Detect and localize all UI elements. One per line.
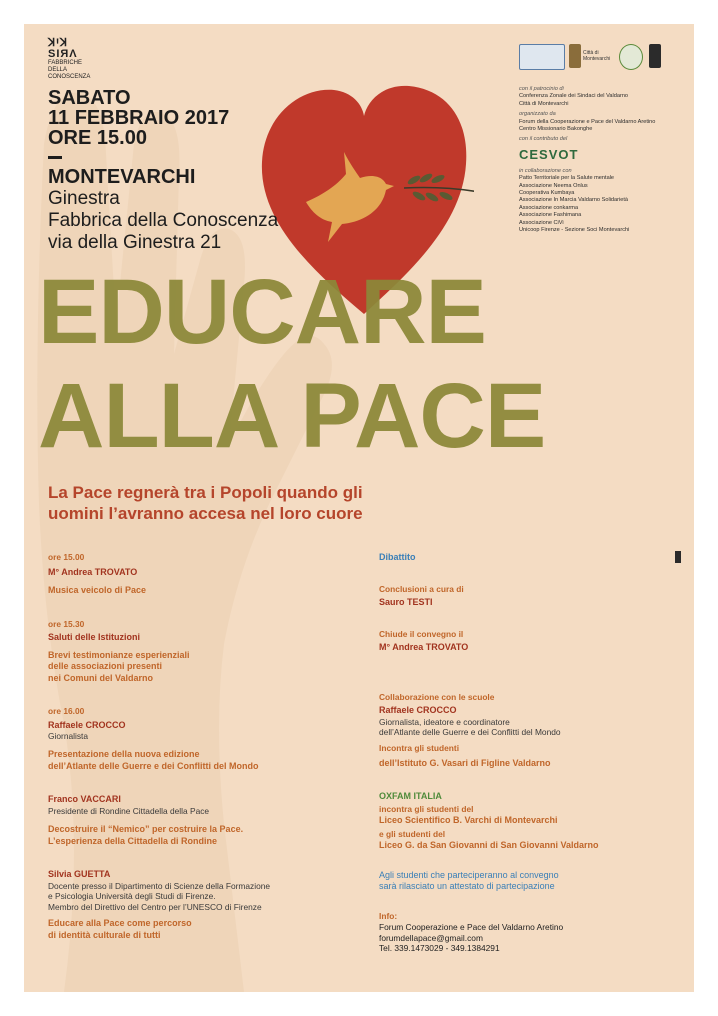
logo-line: DELLA <box>48 67 68 73</box>
program-time: ore 15.30 <box>48 618 85 629</box>
school-name: Liceo G. da San Giovanni di San Giovanni Valdarno <box>379 840 599 851</box>
scuole-caption: Collaborazione con le scuole <box>379 691 495 702</box>
event-datetime <box>48 88 229 148</box>
sponsor-line: Patto Territoriale per la Salute mentale <box>519 175 615 182</box>
event-time: ORE 15.00 <box>48 127 147 149</box>
sponsor-line: Associazione conkarma <box>519 204 579 211</box>
sponsor-line: Cooperativa Kumbaya <box>519 190 575 197</box>
speaker-role: Presidente di Rondine Cittadella della Pace <box>48 805 210 816</box>
dibattito-label: Dibattito <box>379 552 416 562</box>
speaker-name: Raffaele CROCCO <box>379 705 457 715</box>
logo-glyph: ꓘꞋꓘ SIЯΛ <box>48 37 78 60</box>
speaker-name: Franco VACCARI <box>48 794 121 805</box>
school-name: Liceo Scientifico B. Varchi di Montevarchi <box>379 815 558 826</box>
info-label: Info: <box>379 910 398 921</box>
event-day: SABATO <box>48 87 131 109</box>
oxfam-label: OXFAM ITALIA <box>379 791 442 802</box>
collaborazione-caption: in collaborazione con <box>519 167 572 174</box>
conclusioni-caption: Conclusioni a cura di <box>379 583 464 594</box>
info-email: forumdellapace@gmail.com <box>379 932 483 943</box>
montevarchi-crest-icon <box>569 44 581 68</box>
headline-line-2: ALLA PACE <box>38 365 546 467</box>
speaker-role: e Psicologia Università degli Studi di Firenze. <box>48 891 216 902</box>
venue-line: Ginestra <box>48 188 120 209</box>
program-time: ore 15.00 <box>48 552 85 562</box>
venue-line: via della Ginestra 21 <box>48 232 222 253</box>
event-city: MONTEVARCHI <box>48 166 196 188</box>
sponsor-line: Conferenza Zonale dei Sindaci del Valdarno <box>519 93 629 100</box>
info-phone: Tel. 339.1473029 - 349.1384291 <box>379 943 500 954</box>
poster <box>24 24 694 992</box>
incontra-caption: Incontra gli studenti <box>379 743 460 754</box>
tagline-line: uomini l’avranno accesa nel loro cuore <box>48 504 363 523</box>
sponsor-line: Associazione In Marcia Valdarno Solidarietà <box>519 197 629 204</box>
program-left <box>48 552 338 941</box>
sponsors-block <box>519 86 689 235</box>
oxfam-caption: e gli studenti del <box>379 828 446 839</box>
program-time: ore 16.00 <box>48 706 85 716</box>
headline-line-1: EDUCARE <box>38 261 486 363</box>
tagline <box>48 482 508 524</box>
sponsor-line: Associazione CiVi <box>519 219 564 226</box>
contributo-caption: con il contributo del <box>519 136 568 143</box>
speaker-name: M° Andrea TROVATO <box>48 566 138 577</box>
event-date: 11 FEBBRAIO 2017 <box>48 107 230 129</box>
logo-line: FABBRICHE <box>48 60 83 66</box>
talk-title: delle associazioni presenti <box>48 661 163 671</box>
speaker-name: Saluti delle Istituzioni <box>48 632 141 642</box>
logo-line: CONOSCENZA <box>48 74 91 80</box>
talk-title: Musica veicolo di Pace <box>48 585 147 595</box>
fabbriche-conoscenza-logo <box>48 38 98 81</box>
speaker-name: Sauro TESTI <box>379 597 433 607</box>
dark-emblem-logo <box>649 44 661 68</box>
info-line: Forum Cooperazione e Pace del Valdarno Aretino <box>379 922 564 933</box>
sponsor-line: Città di Montevarchi <box>519 100 569 107</box>
attestato-line: Agli studenti che parteciperanno al convegno <box>379 869 559 880</box>
school-name: dell’Istituto G. Vasari di Figline Valdarno <box>379 757 551 768</box>
tagline-line: La Pace regnerà tra i Popoli quando gli <box>48 483 363 502</box>
sponsor-line: Forum della Cooperazione e Pace del Valdarno Aretino <box>519 118 656 125</box>
sponsor-logos <box>519 44 669 70</box>
talk-title: di identità culturale di tutti <box>48 929 161 940</box>
speaker-name: Raffaele CROCCO <box>48 719 126 730</box>
oxfam-caption: incontra gli studenti del <box>379 803 474 814</box>
chiude-caption: Chiude il convegno il <box>379 628 464 639</box>
speaker-role: Giornalista, ideatore e coordinatore <box>379 716 510 727</box>
sponsor-line: Unicoop Firenze - Sezione Soci Montevarchi <box>519 227 630 234</box>
event-venue <box>48 188 278 254</box>
talk-title: Brevi testimonianze esperienziali <box>48 649 190 660</box>
speaker-role: Giornalista <box>48 731 89 741</box>
speaker-role: Membro del Direttivo del Centro per l’UNESCO di Firenze <box>48 901 262 912</box>
venue-line: Fabbrica della Conoscenza <box>48 210 279 231</box>
talk-title: Educare alla Pace come percorso <box>48 918 192 929</box>
montevarchi-logo-text: Città di Montevarchi <box>583 50 611 62</box>
talk-title: L’esperienza della Cittadella di Rondine <box>48 835 218 846</box>
speaker-role: Docente presso il Dipartimento di Scienze della Formazione <box>48 880 271 891</box>
organizzato-caption: organizzato da <box>519 111 556 118</box>
speaker-role: dell’Atlante delle Guerre e dei Conflitti del Mondo <box>379 726 561 737</box>
sponsor-line: Centro Missionario Bakonghe <box>519 126 593 133</box>
speaker-name: Silvia GUETTA <box>48 869 111 880</box>
talk-title: dell’Atlante delle Guerre e dei Conflitti del Mondo <box>48 760 259 771</box>
conferenza-sindaci-logo <box>519 44 565 70</box>
patrocinio-caption: con il patrocinio di <box>519 86 564 92</box>
attestato-line: sarà rilasciato un attestato di partecipazione <box>379 881 555 892</box>
sponsor-line: Associazione Fashimana <box>519 212 582 219</box>
side-mark <box>675 551 681 563</box>
program-right <box>379 552 669 954</box>
talk-title: nei Comuni del Valdarno <box>48 672 154 683</box>
talk-title: Decostruire il “Nemico” per costruire la Pace. <box>48 824 244 835</box>
sponsor-line: Associazione Neema Onlus <box>519 182 588 189</box>
talk-title: Presentazione della nuova edizione <box>48 749 200 760</box>
cesvot-logo: CESVOT <box>519 146 579 162</box>
circle-seal-logo <box>619 44 643 70</box>
speaker-name: M° Andrea TROVATO <box>379 642 469 652</box>
divider <box>48 156 62 159</box>
